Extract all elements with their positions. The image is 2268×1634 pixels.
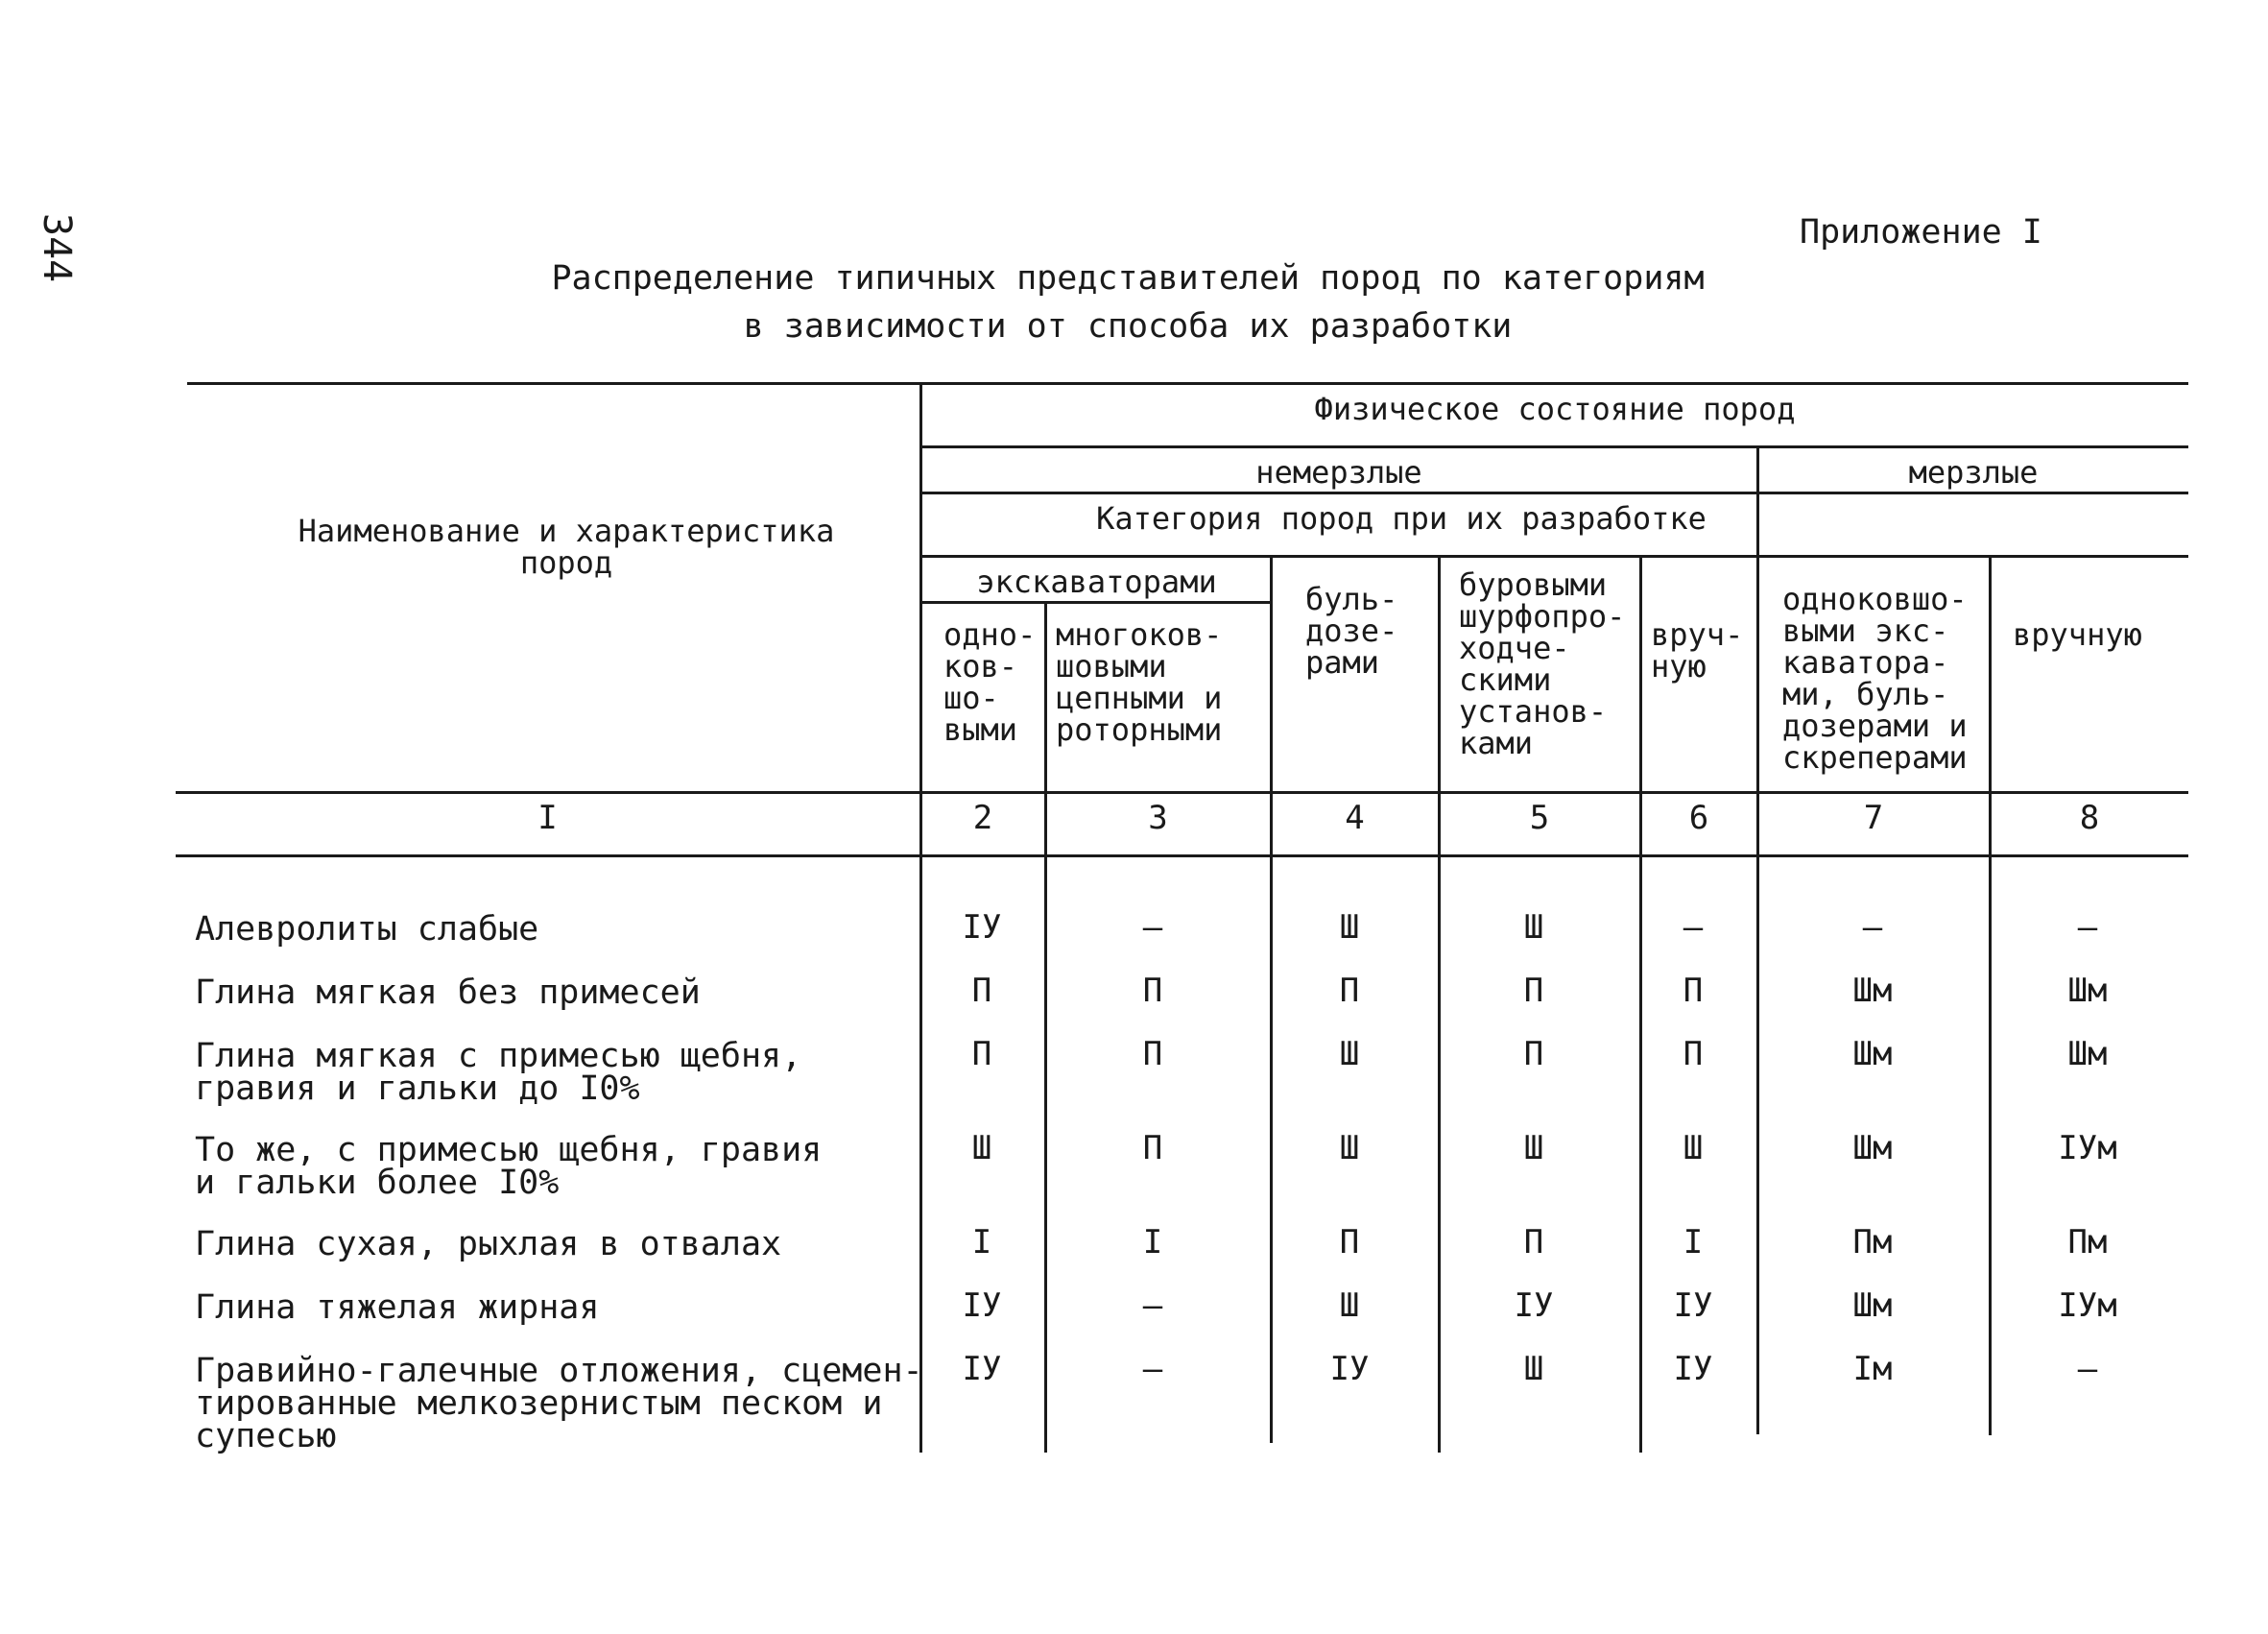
header-category: Категория пород при их разработке [1096,500,1707,537]
cell-value: IУ [962,1286,1002,1325]
cell-value: – [1142,1286,1163,1325]
cell-value: Шм [1852,1035,1893,1073]
cell-value: – [2077,908,2098,947]
cell-value: П [1683,1035,1704,1073]
header-col-4: буль- дозе- рами [1305,581,1398,681]
header-col-7: одноковшо- выми экс- каватора- ми, буль- дозерами и скреперами [1782,581,1968,776]
vline-col-8 [1989,555,1992,1435]
vline-col-4 [1270,555,1273,1443]
cell-value: – [1862,908,1883,947]
cell-value: IУ [962,908,1002,947]
cell-value: Шм [1852,972,1893,1010]
rule-header-bottom [176,791,2188,794]
cell-value: Ш [1523,908,1544,947]
column-number-1: I [537,799,558,837]
cell-value: – [1683,908,1704,947]
page-number: 344 [35,213,79,283]
header-name-column: Наименование и характеристика пород [298,513,835,581]
row-name: Глина тяжелая жирная [195,1288,600,1327]
appendix-label: Приложение I [1800,213,2042,252]
cell-value: Ш [1339,908,1360,947]
document-title-line-2: в зависимости от способа их разработки [743,307,1513,346]
cell-value: П [1142,1035,1163,1073]
cell-value: Ш [1523,1350,1544,1388]
cell-value: IУ [962,1350,1002,1388]
column-number-5: 5 [1529,799,1550,837]
cell-value: Ш [1339,1129,1360,1167]
cell-value: Ш [1339,1035,1360,1073]
header-col-5: буровыми шурфопро- ходче- скими установ- ками [1459,566,1626,761]
cell-value: П [1142,1129,1163,1167]
cell-value: Ш [1339,1286,1360,1325]
cell-value: П [1683,972,1704,1010]
rule-below-column-numbers [176,854,2188,857]
cell-value: – [2077,1350,2098,1388]
header-col-6: вруч- ную [1651,616,1744,685]
cell-value: I [1142,1223,1163,1262]
column-number-8: 8 [2079,799,2100,837]
row-name: Гравийно-галечные отложения, сцемен- тированные мелкозернистым песком и супесью [195,1352,923,1455]
cell-value: Ш [1523,1129,1544,1167]
cell-value: IУ [1673,1350,1713,1388]
document-title-line-1: Распределение типичных представителей пород по категориям [551,259,1705,298]
cell-value: IУ [1673,1286,1713,1325]
cell-value: П [1142,972,1163,1010]
cell-value: Шм [1852,1286,1893,1325]
row-name: Глина мягкая без примесей [195,973,701,1012]
cell-value: – [1142,1350,1163,1388]
cell-value: Шм [1852,1129,1893,1167]
header-physical-state: Физическое состояние пород [1314,391,1796,427]
cell-value: Ш [971,1129,992,1167]
cell-value: П [1523,1035,1544,1073]
cell-value: Шм [2067,972,2108,1010]
header-unfrozen: немерзлые [1255,454,1422,491]
vline-col-7 [1756,445,1759,1434]
row-name: Глина мягкая с примесью щебня, гравия и гальки до I0% [195,1037,802,1108]
rule-below-excavators [921,601,1272,604]
header-col-8: вручную [2013,616,2142,653]
cell-value: Ш [1683,1129,1704,1167]
cell-value: Пм [2067,1223,2108,1262]
cell-value: Пм [1852,1223,1893,1262]
cell-value: П [1523,1223,1544,1262]
rule-below-category [921,555,2188,558]
cell-value: IУ [1514,1286,1554,1325]
cell-value: П [1523,972,1544,1010]
cell-value: IУм [2058,1286,2117,1325]
cell-value: П [971,1035,992,1073]
cell-value: Шм [2067,1035,2108,1073]
vline-col-5 [1438,555,1441,1453]
cell-value: П [1339,972,1360,1010]
rule-below-physical-state [921,445,2188,448]
cell-value: П [971,972,992,1010]
table-top-rule [187,382,2188,385]
header-col-3: многоков- шовыми цепными и роторными [1056,616,1223,748]
cell-value: IУм [2058,1129,2117,1167]
header-excavators: экскаваторами [976,564,1217,600]
column-number-2: 2 [972,799,993,837]
column-number-6: 6 [1688,799,1709,837]
cell-value: I [1683,1223,1704,1262]
row-name: То же, с примесью щебня, гравия и гальки более I0% [195,1131,823,1202]
vline-col-3 [1044,601,1047,1453]
rule-below-frozen-state [921,492,2188,494]
column-number-3: 3 [1148,799,1168,837]
cell-value: – [1142,908,1163,947]
header-col-2: одно- ков- шо- выми [943,616,1037,748]
cell-value: IУ [1329,1350,1370,1388]
column-number-4: 4 [1345,799,1365,837]
cell-value: I [971,1223,992,1262]
column-number-7: 7 [1863,799,1884,837]
cell-value: Iм [1852,1350,1893,1388]
vline-col-2 [919,382,922,1453]
cell-value: П [1339,1223,1360,1262]
row-name: Глина сухая, рыхлая в отвалах [195,1225,782,1263]
row-name: Алевролиты слабые [195,910,539,949]
header-frozen: мерзлые [1908,454,2039,491]
